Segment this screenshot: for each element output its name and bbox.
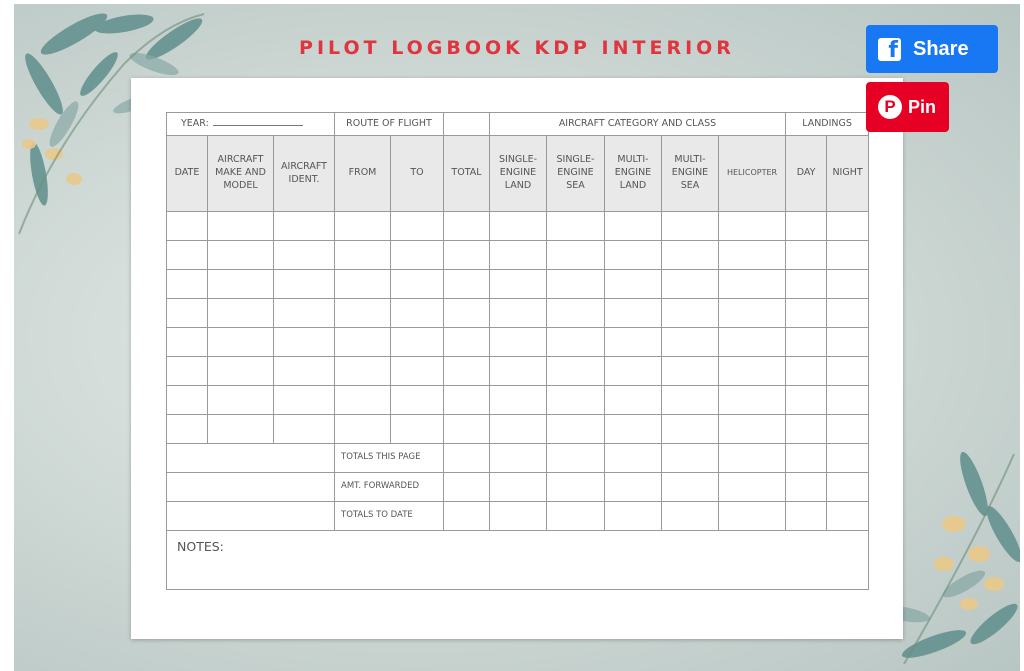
entry-cell[interactable] [274, 241, 335, 270]
cell[interactable] [444, 502, 490, 531]
category-header: AIRCRAFT CATEGORY AND CLASS [490, 113, 786, 136]
cell[interactable] [605, 473, 662, 502]
cell[interactable] [719, 473, 786, 502]
col-me-sea: MULTI-ENGINE SEA [662, 136, 719, 212]
entry-cell[interactable] [167, 270, 208, 299]
entry-cell[interactable] [827, 299, 869, 328]
entry-cell[interactable] [208, 328, 274, 357]
entry-cell[interactable] [490, 386, 547, 415]
cell[interactable] [490, 502, 547, 531]
cell[interactable] [786, 502, 827, 531]
cell[interactable] [444, 473, 490, 502]
entry-cell[interactable] [605, 270, 662, 299]
entry-cell[interactable] [786, 241, 827, 270]
entry-cell[interactable] [444, 270, 490, 299]
entry-cell[interactable] [719, 328, 786, 357]
totals-row [167, 473, 869, 502]
cell[interactable] [719, 502, 786, 531]
entry-cell[interactable] [662, 328, 719, 357]
year-input-line [213, 117, 303, 126]
table-row [167, 328, 869, 357]
entry-cell[interactable] [391, 241, 444, 270]
entry-cell[interactable] [490, 299, 547, 328]
entry-cell[interactable] [335, 357, 391, 386]
col-to: TO [391, 136, 444, 212]
cell[interactable] [786, 473, 827, 502]
entry-cell[interactable] [605, 357, 662, 386]
share-label: Share [913, 37, 969, 60]
entry-cell[interactable] [490, 212, 547, 241]
entry-cell[interactable] [274, 328, 335, 357]
entry-cell[interactable] [444, 212, 490, 241]
group-header-row [167, 113, 869, 136]
cell[interactable] [547, 444, 605, 473]
page-title: PILOT LOGBOOK KDP INTERIOR [299, 37, 735, 59]
entry-cell[interactable] [719, 212, 786, 241]
col-se-sea: SINGLE-ENGINE SEA [547, 136, 605, 212]
entry-cell[interactable] [444, 299, 490, 328]
entry-cell[interactable] [391, 212, 444, 241]
entry-cell[interactable] [391, 270, 444, 299]
notes-field[interactable] [167, 531, 869, 590]
blank-header [444, 113, 490, 136]
cell[interactable] [786, 444, 827, 473]
entry-cell[interactable] [208, 415, 274, 444]
cell[interactable] [719, 444, 786, 473]
col-ident: AIRCRAFT IDENT. [274, 136, 335, 212]
entry-cell[interactable] [605, 386, 662, 415]
totals-row [167, 444, 869, 473]
entry-cell[interactable] [827, 357, 869, 386]
entry-rows [167, 212, 869, 444]
entry-cell[interactable] [274, 212, 335, 241]
cell[interactable] [662, 444, 719, 473]
entry-cell[interactable] [827, 212, 869, 241]
entry-cell[interactable] [547, 328, 605, 357]
entry-cell[interactable] [827, 415, 869, 444]
year-label: YEAR: [181, 118, 209, 130]
entry-cell[interactable] [167, 299, 208, 328]
totals-to-date-label: TOTALS TO DATE [335, 502, 444, 531]
entry-cell[interactable] [208, 357, 274, 386]
entry-cell[interactable] [719, 415, 786, 444]
table-row [167, 415, 869, 444]
entry-cell[interactable] [335, 386, 391, 415]
entry-cell[interactable] [444, 328, 490, 357]
column-header-row [167, 136, 869, 212]
entry-cell[interactable] [208, 386, 274, 415]
entry-cell[interactable] [662, 415, 719, 444]
entry-cell[interactable] [208, 212, 274, 241]
entry-cell[interactable] [167, 328, 208, 357]
entry-cell[interactable] [490, 270, 547, 299]
entry-cell[interactable] [827, 386, 869, 415]
entry-cell[interactable] [786, 386, 827, 415]
entry-cell[interactable] [444, 415, 490, 444]
entry-cell[interactable] [605, 299, 662, 328]
table-row [167, 241, 869, 270]
amt-forwarded-label: AMT. FORWARDED [335, 473, 444, 502]
logbook-sheet [131, 78, 903, 639]
pinterest-icon: P [878, 95, 902, 119]
totals-blank [167, 444, 335, 473]
entry-cell[interactable] [444, 241, 490, 270]
table-row [167, 270, 869, 299]
entry-cell[interactable] [719, 241, 786, 270]
entry-cell[interactable] [605, 415, 662, 444]
cell[interactable] [827, 502, 869, 531]
entry-cell[interactable] [786, 357, 827, 386]
entry-cell[interactable] [167, 415, 208, 444]
entry-cell[interactable] [786, 212, 827, 241]
route-header: ROUTE OF FLIGHT [335, 113, 444, 136]
table-row [167, 212, 869, 241]
col-total: TOTAL [444, 136, 490, 212]
entry-cell[interactable] [274, 357, 335, 386]
cell[interactable] [662, 473, 719, 502]
entry-cell[interactable] [547, 241, 605, 270]
entry-cell[interactable] [547, 212, 605, 241]
col-day: DAY [786, 136, 827, 212]
entry-cell[interactable] [274, 415, 335, 444]
pin-label: Pin [908, 96, 937, 117]
entry-cell[interactable] [719, 386, 786, 415]
col-helicopter: HELICOPTER [719, 136, 786, 212]
entry-cell[interactable] [827, 241, 869, 270]
cell[interactable] [605, 502, 662, 531]
entry-cell[interactable] [786, 270, 827, 299]
entry-cell[interactable] [391, 386, 444, 415]
logbook-table [166, 112, 869, 590]
entry-cell[interactable] [547, 386, 605, 415]
col-me-land: MULTI-ENGINE LAND [605, 136, 662, 212]
totals-blank [167, 473, 335, 502]
facebook-share-button[interactable] [866, 25, 998, 73]
entry-cell[interactable] [786, 328, 827, 357]
entry-cell[interactable] [391, 299, 444, 328]
entry-cell[interactable] [662, 299, 719, 328]
col-make-model: AIRCRAFT MAKE AND MODEL [208, 136, 274, 212]
entry-cell[interactable] [662, 357, 719, 386]
entry-cell[interactable] [274, 386, 335, 415]
entry-cell[interactable] [719, 270, 786, 299]
cell[interactable] [605, 444, 662, 473]
entry-cell[interactable] [335, 241, 391, 270]
entry-cell[interactable] [786, 415, 827, 444]
year-field[interactable] [167, 113, 335, 136]
entry-cell[interactable] [391, 357, 444, 386]
cell[interactable] [827, 444, 869, 473]
entry-cell[interactable] [605, 212, 662, 241]
totals-this-page-label: TOTALS THIS PAGE [335, 444, 444, 473]
entry-cell[interactable] [335, 212, 391, 241]
facebook-icon: f [878, 38, 901, 61]
col-se-land: SINGLE-ENGINE LAND [490, 136, 547, 212]
entry-cell[interactable] [391, 415, 444, 444]
landings-header: LANDINGS [786, 113, 869, 136]
table-row [167, 357, 869, 386]
entry-cell[interactable] [274, 299, 335, 328]
entry-cell[interactable] [490, 357, 547, 386]
entry-cell[interactable] [662, 270, 719, 299]
entry-cell[interactable] [444, 386, 490, 415]
cell[interactable] [490, 473, 547, 502]
entry-cell[interactable] [335, 299, 391, 328]
entry-cell[interactable] [547, 299, 605, 328]
entry-cell[interactable] [444, 357, 490, 386]
notes-label: NOTES: [177, 539, 224, 554]
entry-cell[interactable] [167, 212, 208, 241]
notes-row [167, 531, 869, 590]
cell[interactable] [490, 444, 547, 473]
entry-cell[interactable] [490, 328, 547, 357]
entry-cell[interactable] [167, 241, 208, 270]
entry-cell[interactable] [335, 415, 391, 444]
entry-cell[interactable] [208, 299, 274, 328]
entry-cell[interactable] [490, 415, 547, 444]
entry-cell[interactable] [208, 241, 274, 270]
entry-cell[interactable] [335, 328, 391, 357]
entry-cell[interactable] [167, 357, 208, 386]
cell[interactable] [547, 473, 605, 502]
entry-cell[interactable] [605, 241, 662, 270]
entry-cell[interactable] [827, 270, 869, 299]
entry-cell[interactable] [391, 328, 444, 357]
entry-cell[interactable] [827, 328, 869, 357]
totals-blank [167, 502, 335, 531]
totals-row [167, 502, 869, 531]
entry-cell[interactable] [490, 241, 547, 270]
entry-cell[interactable] [547, 415, 605, 444]
table-row [167, 386, 869, 415]
col-night: NIGHT [827, 136, 869, 212]
cell[interactable] [662, 502, 719, 531]
col-from: FROM [335, 136, 391, 212]
entry-cell[interactable] [605, 328, 662, 357]
entry-cell[interactable] [662, 241, 719, 270]
cell[interactable] [547, 502, 605, 531]
entry-cell[interactable] [662, 212, 719, 241]
cell[interactable] [444, 444, 490, 473]
entry-cell[interactable] [719, 357, 786, 386]
col-date: DATE [167, 136, 208, 212]
table-row [167, 299, 869, 328]
entry-cell[interactable] [719, 299, 786, 328]
entry-cell[interactable] [335, 270, 391, 299]
entry-cell[interactable] [547, 357, 605, 386]
entry-cell[interactable] [274, 270, 335, 299]
entry-cell[interactable] [167, 386, 208, 415]
entry-cell[interactable] [662, 386, 719, 415]
cell[interactable] [827, 473, 869, 502]
entry-cell[interactable] [547, 270, 605, 299]
pinterest-pin-button[interactable] [866, 82, 949, 132]
entry-cell[interactable] [786, 299, 827, 328]
entry-cell[interactable] [208, 270, 274, 299]
